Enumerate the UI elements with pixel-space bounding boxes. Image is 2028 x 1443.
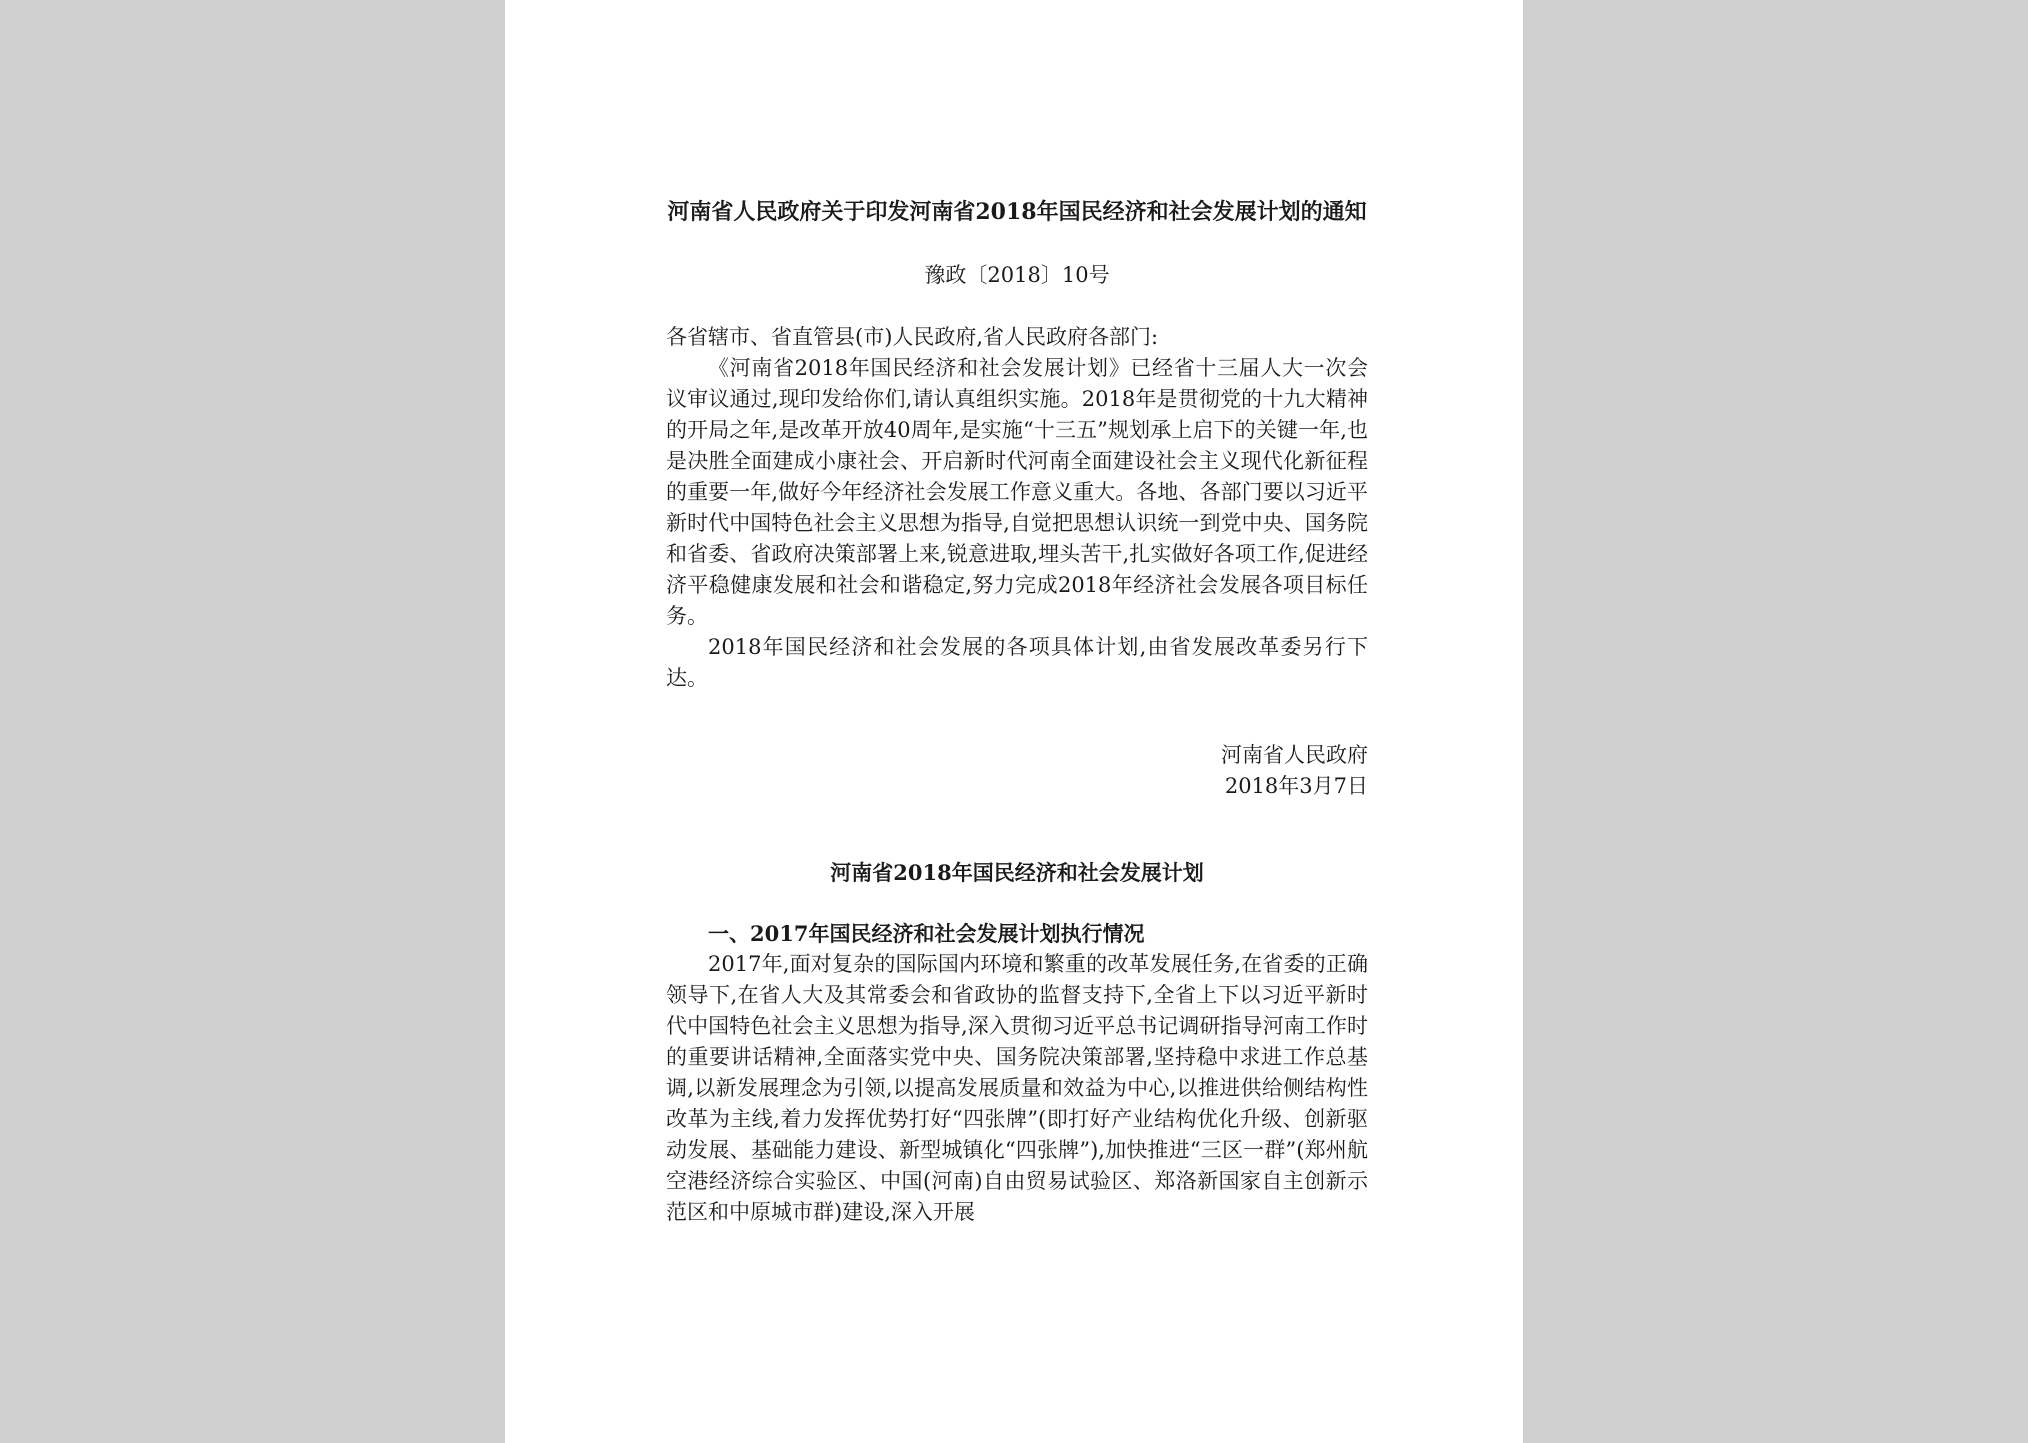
document-page — [505, 0, 1523, 1443]
body-paragraph: 《河南省2018年国民经济和社会发展计划》已经省十三届人大一次会议审议通过,现印发给你们,请认真组织实施。2018年是贯彻党的十九大精神的开局之年,是改革开放40周年,是实施“十三五”规划承上启下的关键一年,也是决胜全面建成小康社会、开启新时代河南全面建设社会主义现代化新征程的重要一年,做好今年经济社会发展工作意义重大。各地、各部门要以习近平新时代中国特色社会主义思想为指导,自觉把思想认识统一到党中央、国务院和省委、省政府决策部署上来,锐意进取,埋头苦干,扎实做好各项工作,促进经济平稳健康发展和社会和谐稳定,努力完成2018年经济社会发展各项目标任务。 — [666, 356, 1368, 628]
document-number: 豫政〔2018〕10号 — [924, 263, 1110, 287]
page-content — [666, 196, 1368, 1228]
signature-organization: 河南省人民政府 — [1221, 743, 1368, 767]
plan-title: 河南省2018年国民经济和社会发展计划 — [830, 860, 1204, 885]
section-heading: 一、2017年国民经济和社会发展计划执行情况 — [708, 921, 1145, 946]
document-title: 河南省人民政府关于印发河南省2018年国民经济和社会发展计划的通知 — [667, 199, 1367, 225]
section-paragraph: 2017年,面对复杂的国际国内环境和繁重的改革发展任务,在省委的正确领导下,在省人大及其常委会和省政协的监督支持下,全省上下以习近平新时代中国特色社会主义思想为指导,深入贯彻习近平总书记调研指导河南工作时的重要讲话精神,全面落实党中央、国务院决策部署,坚持稳中求进工作总基调,以新发展理念为引领,以提高发展质量和效益为中心,以推进供给侧结构性改革为主线,着力发挥优势打好“四张牌”(即打好产业结构优化升级、创新驱动发展、基础能力建设、新型城镇化“四张牌”),加快推进“三区一群”(郑州航空港经济综合实验区、中国(河南)自由贸易试验区、郑洛新国家自主创新示范区和中原城市群)建设,深入开展 — [666, 952, 1368, 1224]
signature-date: 2018年3月7日 — [1224, 774, 1368, 798]
salutation: 各省辖市、省直管县(市)人民政府,省人民政府各部门: — [666, 325, 1159, 349]
body-paragraph: 2018年国民经济和社会发展的各项具体计划,由省发展改革委另行下达。 — [666, 635, 1368, 690]
